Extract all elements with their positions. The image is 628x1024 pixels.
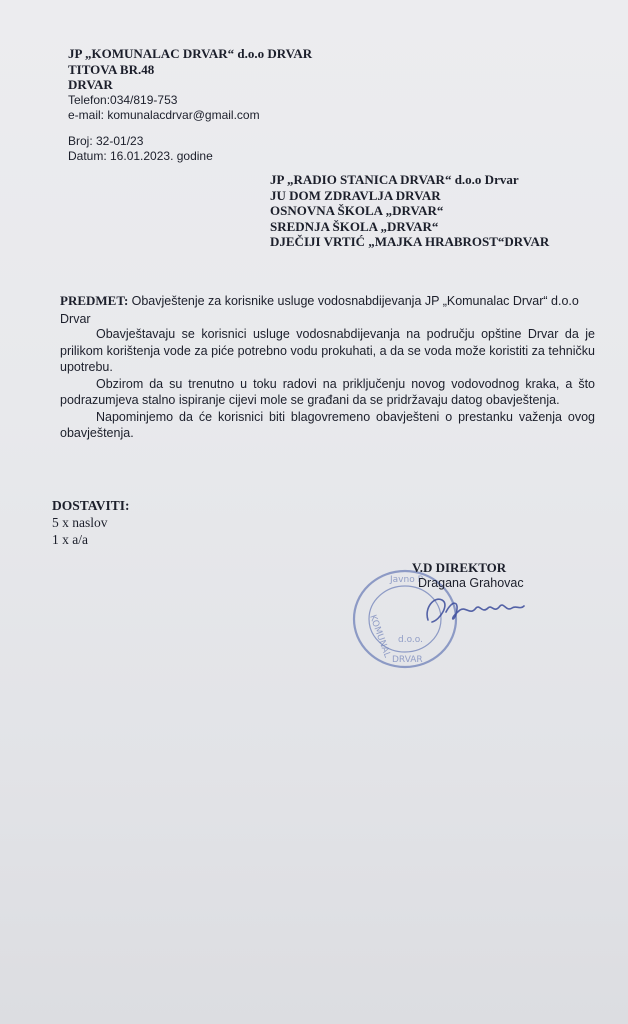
reference-date: Datum: 16.01.2023. godine bbox=[68, 149, 213, 163]
recipient-line: DJEČIJI VRTIĆ „MAJKA HRABROST“DRVAR bbox=[270, 234, 550, 249]
reference-number: Broj: 32-01/23 bbox=[68, 134, 144, 148]
sender-city: DRVAR bbox=[68, 77, 113, 92]
subject-line bbox=[60, 292, 595, 328]
sender-name: JP „KOMUNALAC DRVAR“ d.o.o DRVAR bbox=[68, 46, 313, 61]
recipients-block bbox=[270, 172, 549, 250]
svg-text:Javno P: Javno P bbox=[390, 575, 423, 585]
body-paragraph: Obzirom da su trenutno u toku radovi na priključenju novog vodovodnog kraka, a što podrazumjeva stalno ispiranje cijevi mole se građani da se pridržavaju datog obavještenja. bbox=[60, 376, 595, 407]
svg-text:DRVAR: DRVAR bbox=[392, 655, 423, 665]
svg-text:KOMUNAL: KOMUNAL bbox=[367, 613, 392, 660]
signature-name: Dragana Grahovac bbox=[418, 576, 524, 590]
delivery-item: 1 x a/a bbox=[52, 532, 88, 547]
sender-block bbox=[68, 46, 312, 124]
sender-street: TITOVA BR.48 bbox=[68, 61, 155, 77]
reference-block bbox=[68, 134, 213, 164]
subject-label: PREDMET: bbox=[60, 293, 129, 308]
signature-title: V.D DIREKTOR bbox=[412, 560, 507, 575]
delivery-label: DOSTAVITI: bbox=[52, 498, 130, 513]
svg-text:d.o.o.: d.o.o. bbox=[398, 635, 423, 645]
body-paragraph: Napominjemo da će korisnici biti blagovremeno obavješteni o prestanku važenja ovog obavještenja. bbox=[60, 409, 595, 440]
sender-email: e-mail: komunalacdrvar@gmail.com bbox=[68, 108, 260, 122]
recipient-line: SREDNJA ŠKOLA „DRVAR“ bbox=[270, 218, 439, 234]
recipient-line: OSNOVNA ŠKOLA „DRVAR“ bbox=[270, 203, 444, 218]
delivery-item: 5 x naslov bbox=[52, 515, 108, 530]
recipient-line: JP „RADIO STANICA DRVAR“ d.o.o Drvar bbox=[270, 172, 519, 187]
sender-phone: Telefon:034/819-753 bbox=[68, 92, 178, 107]
delivery-block bbox=[52, 497, 130, 548]
subject-text: Obavještenje za korisnike usluge vodosnabdijevanja JP „Komunalac Drvar“ d.o.o Drvar bbox=[60, 294, 579, 326]
recipient-line: JU DOM ZDRAVLJA DRVAR bbox=[270, 187, 441, 203]
body-paragraph: Obavještavaju se korisnici usluge vodosnabdijevanja na području opštine Drvar da je prilikom korištenja vode za piće potrebno vodu prokuhati, a da se voda može koristiti za tehničku upotrebu. bbox=[60, 327, 595, 374]
letter-body bbox=[60, 326, 595, 442]
handwritten-signature-icon bbox=[420, 590, 530, 630]
